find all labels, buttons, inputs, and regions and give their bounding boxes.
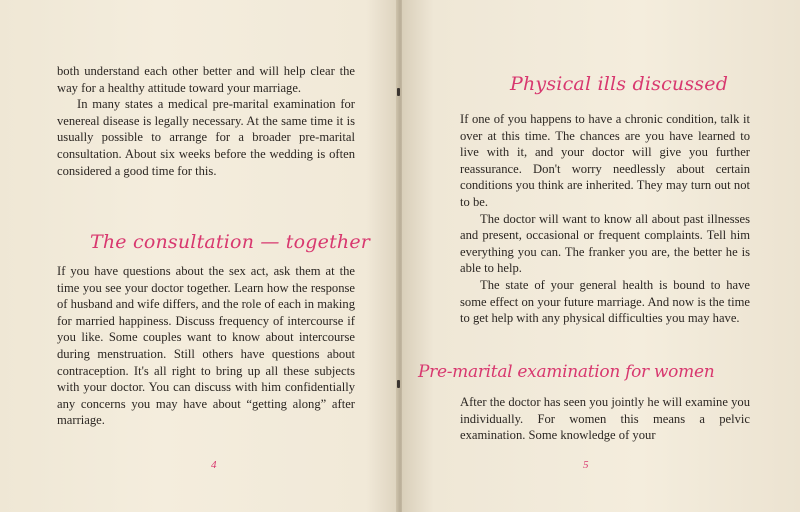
right-paragraph-1: If one of you happens to have a chronic condition, talk it over at this time. The chances are you have learned to live with it, and your doctor will give you further reassurance. Don't worry needlessly about certain conditions you think are inherited. They may turn out not to be. (460, 112, 750, 209)
right-paragraph-2: The doctor will want to know all about past illnesses and present, occasional or frequent complaints. Tell him everything you can. The franker you are, the better he is able to help. (460, 211, 750, 276)
right-paragraph-3: The state of your general health is bound to have some effect on your future marriage. And now is the time to get help with any physical difficulties you may have. (460, 277, 750, 326)
left-page (0, 0, 398, 512)
binding-staple-top (397, 88, 400, 96)
page-number-right: 5 (583, 459, 589, 471)
left-text-block-bottom (57, 263, 355, 429)
right-text-block-bottom (460, 394, 750, 444)
left-paragraph-1: both understand each other better and will help clear the way for a healthy attitude toward your marriage. (57, 64, 355, 95)
page-number-left: 4 (211, 459, 217, 471)
right-text-block-top (460, 111, 750, 327)
right-paragraph-4: After the doctor has seen you jointly he will examine you individually. For women this means a pelvic examination. Some knowledge of your (460, 395, 750, 443)
left-paragraph-2: In many states a medical pre-marital examination for venereal disease is legally necessary. At the same time it is usually possible to arrange for a broader pre-marital consultation. About six weeks before the wedding is often considered a good time for this. (57, 97, 355, 178)
left-paragraph-3: If you have questions about the sex act, ask them at the time you see your doctor together. Learn how the response of husband and wife differs, and the role of each in making for married happiness. Discuss frequency of intercourse if you like. Some couples want to know about intercourse during menstruation. Still others have questions about contraception. It's all right to bring up all these subjects with your doctor. You can discuss with him confidentially any concerns you may have about “getting along” after marriage. (57, 264, 355, 428)
heading-consultation-together: The consultation — together (90, 231, 371, 253)
heading-pre-marital-examination: Pre-marital examination for women (418, 362, 715, 382)
right-page (402, 0, 800, 512)
heading-physical-ills: Physical ills discussed (510, 73, 729, 95)
binding-staple-bottom (397, 380, 400, 388)
left-text-block-top (57, 63, 355, 179)
